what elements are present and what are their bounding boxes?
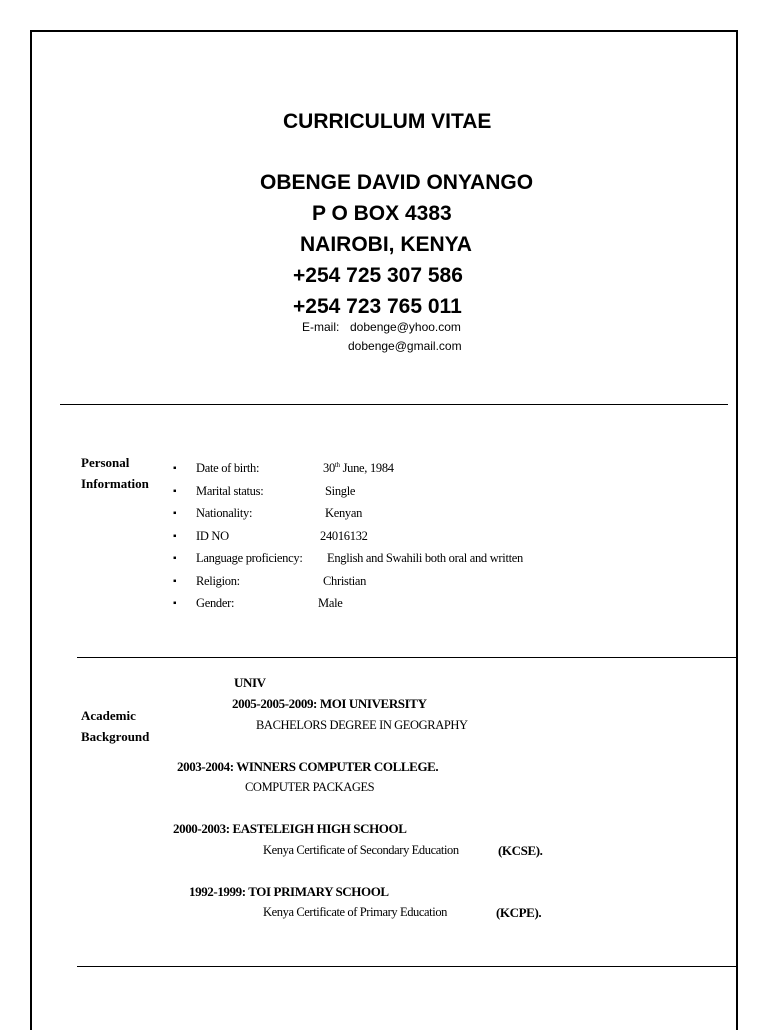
email-primary: dobenge@yhoo.com xyxy=(350,320,461,334)
divider-personal xyxy=(77,657,738,658)
academic-entry-highschool: 2000-2003: EASTELEIGH HIGH SCHOOL xyxy=(173,821,407,836)
phone-primary: +254 725 307 586 xyxy=(293,264,463,287)
academic-entry-university: 2005-2005-2009: MOI UNIVERSITY xyxy=(232,696,427,711)
candidate-name: OBENGE DAVID ONYANGO xyxy=(260,171,534,194)
academic-entry-college: 2003-2004: WINNERS COMPUTER COLLEGE. xyxy=(177,759,439,774)
academic-entry-primary: 1992-1999: TOI PRIMARY SCHOOL xyxy=(189,884,389,899)
religion-value: Christian xyxy=(323,574,367,588)
gender-key: Gender: xyxy=(196,596,235,610)
academic-entry-highschool-detail: Kenya Certificate of Secondary Education xyxy=(263,843,459,857)
bullet-icon: ▪ xyxy=(173,598,177,609)
academic-univ-heading: UNIV xyxy=(234,675,266,690)
bullet-icon: ▪ xyxy=(173,486,177,497)
bullet-icon: ▪ xyxy=(173,531,177,542)
document-title: CURRICULUM VITAE xyxy=(283,110,492,133)
marital-key: Marital status: xyxy=(196,484,264,498)
bullet-icon: ▪ xyxy=(173,576,177,587)
academic-entry-college-detail: COMPUTER PACKAGES xyxy=(245,780,375,794)
language-key: Language proficiency: xyxy=(196,551,303,565)
section-label-personal: Personal Information xyxy=(81,455,149,491)
bullet-icon: ▪ xyxy=(173,553,177,564)
idno-key: ID NO xyxy=(196,529,229,543)
academic-entry-primary-tag: (KCPE). xyxy=(496,905,542,920)
address-city: NAIROBI, KENYA xyxy=(300,233,472,256)
phone-secondary: +254 723 765 011 xyxy=(293,295,462,318)
bullet-icon: ▪ xyxy=(173,508,177,519)
language-value: English and Swahili both oral and written xyxy=(327,551,524,565)
email-secondary: dobenge@gmail.com xyxy=(348,339,462,353)
marital-value: Single xyxy=(325,484,356,498)
religion-key: Religion: xyxy=(196,574,240,588)
dob-key: Date of birth: xyxy=(196,461,260,475)
dob-value: 30th June, 1984 xyxy=(323,461,394,476)
academic-entry-primary-detail: Kenya Certificate of Primary Education xyxy=(263,905,448,919)
bullet-icon: ▪ xyxy=(173,463,177,474)
divider-header xyxy=(60,404,728,405)
email-label: E-mail: xyxy=(302,320,340,334)
idno-value: 24016132 xyxy=(320,529,368,543)
address-box: P O BOX 4383 xyxy=(312,202,452,225)
gender-value: Male xyxy=(318,596,343,610)
academic-entry-university-detail: BACHELORS DEGREE IN GEOGRAPHY xyxy=(256,718,468,732)
nationality-value: Kenyan xyxy=(325,506,363,520)
divider-academic xyxy=(77,966,738,967)
nationality-key: Nationality: xyxy=(196,506,253,520)
section-label-academic: Academic Background xyxy=(81,708,150,744)
academic-entry-highschool-tag: (KCSE). xyxy=(498,843,543,858)
